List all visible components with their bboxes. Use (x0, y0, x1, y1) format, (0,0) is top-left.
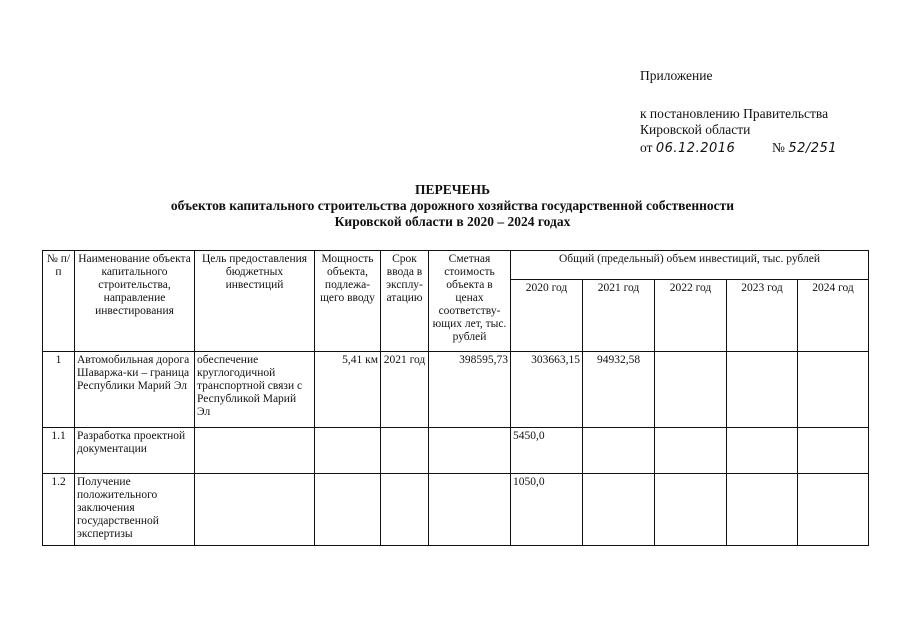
cell-term: 2021 год (381, 352, 429, 428)
cell-2020: 1050,0 (511, 474, 583, 546)
cell-capacity: 5,41 км (315, 352, 381, 428)
appendix-line-1: к постановлению Правительства (640, 106, 829, 121)
header-invest: Общий (предельный) объем инвестиций, тыс. рублей (511, 251, 869, 280)
header-year: 2022 год (655, 280, 727, 352)
cell-2021 (583, 474, 655, 546)
header-year: 2024 год (798, 280, 869, 352)
cell-goal: обеспечение круглогодичной транспортной связи с Республикой Марий Эл (195, 352, 315, 428)
header-row-1 (43, 251, 869, 280)
cell-term (381, 474, 429, 546)
table-row (43, 474, 869, 546)
header-num: № п/п (43, 251, 75, 352)
cell-goal (195, 428, 315, 474)
cell-2024 (798, 428, 869, 474)
cell-2023 (727, 428, 798, 474)
header-term: Срок ввода в эксплу-атацию (381, 251, 429, 352)
cell-2021 (583, 428, 655, 474)
cell-capacity (315, 474, 381, 546)
header-name: Наименование объекта капитального строительства, направление инвестирования (75, 251, 195, 352)
cell-cost (429, 474, 511, 546)
cell-num: 1.1 (43, 428, 75, 474)
heading-line-1: объектов капитального строительства дорожного хозяйства государственной собственности (170, 198, 735, 213)
cell-2024 (798, 474, 869, 546)
handwritten-date: 06.12.2016 (655, 141, 736, 156)
cell-name: Разработка проектной документации (75, 428, 195, 474)
number-prefix: № (772, 140, 785, 155)
date-prefix: от (640, 140, 653, 155)
cell-term (381, 428, 429, 474)
cell-num: 1 (43, 352, 75, 428)
header-cost: Сметная стоимость объекта в ценах соответству-ющих лет, тыс. рублей (429, 251, 511, 352)
cell-2022 (655, 352, 727, 428)
cell-2022 (655, 428, 727, 474)
header-year: 2020 год (511, 280, 583, 352)
cell-goal (195, 474, 315, 546)
header-year: 2021 год (583, 280, 655, 352)
cell-2023 (727, 474, 798, 546)
cell-2021: 94932,58 (583, 352, 655, 428)
header-capacity: Мощность объекта, подлежа-щего вводу (315, 251, 381, 352)
table-row (43, 352, 869, 428)
appendix-date-line (640, 140, 837, 157)
table-row (43, 428, 869, 474)
heading-title: ПЕРЕЧЕНЬ (414, 182, 491, 197)
appendix-title: Приложение (640, 68, 713, 83)
handwritten-number: 52/251 (788, 141, 838, 156)
appendix-line-2: Кировской области (640, 122, 751, 137)
document-heading (0, 182, 905, 230)
cell-cost (429, 428, 511, 474)
heading-line-2: Кировской области в 2020 – 2024 годах (334, 214, 571, 229)
investment-table (42, 250, 869, 546)
cell-cost: 398595,73 (429, 352, 511, 428)
cell-2020: 5450,0 (511, 428, 583, 474)
cell-name: Автомобильная дорога Шаваржа-ки – граница Республики Марий Эл (75, 352, 195, 428)
cell-2020: 303663,15 (511, 352, 583, 428)
cell-name: Получение положительного заключения государственной экспертизы (75, 474, 195, 546)
cell-2023 (727, 352, 798, 428)
cell-2022 (655, 474, 727, 546)
header-goal: Цель предоставления бюджетных инвестиций (195, 251, 315, 352)
appendix-block (640, 68, 837, 157)
header-year: 2023 год (727, 280, 798, 352)
cell-2024 (798, 352, 869, 428)
cell-num: 1.2 (43, 474, 75, 546)
cell-capacity (315, 428, 381, 474)
